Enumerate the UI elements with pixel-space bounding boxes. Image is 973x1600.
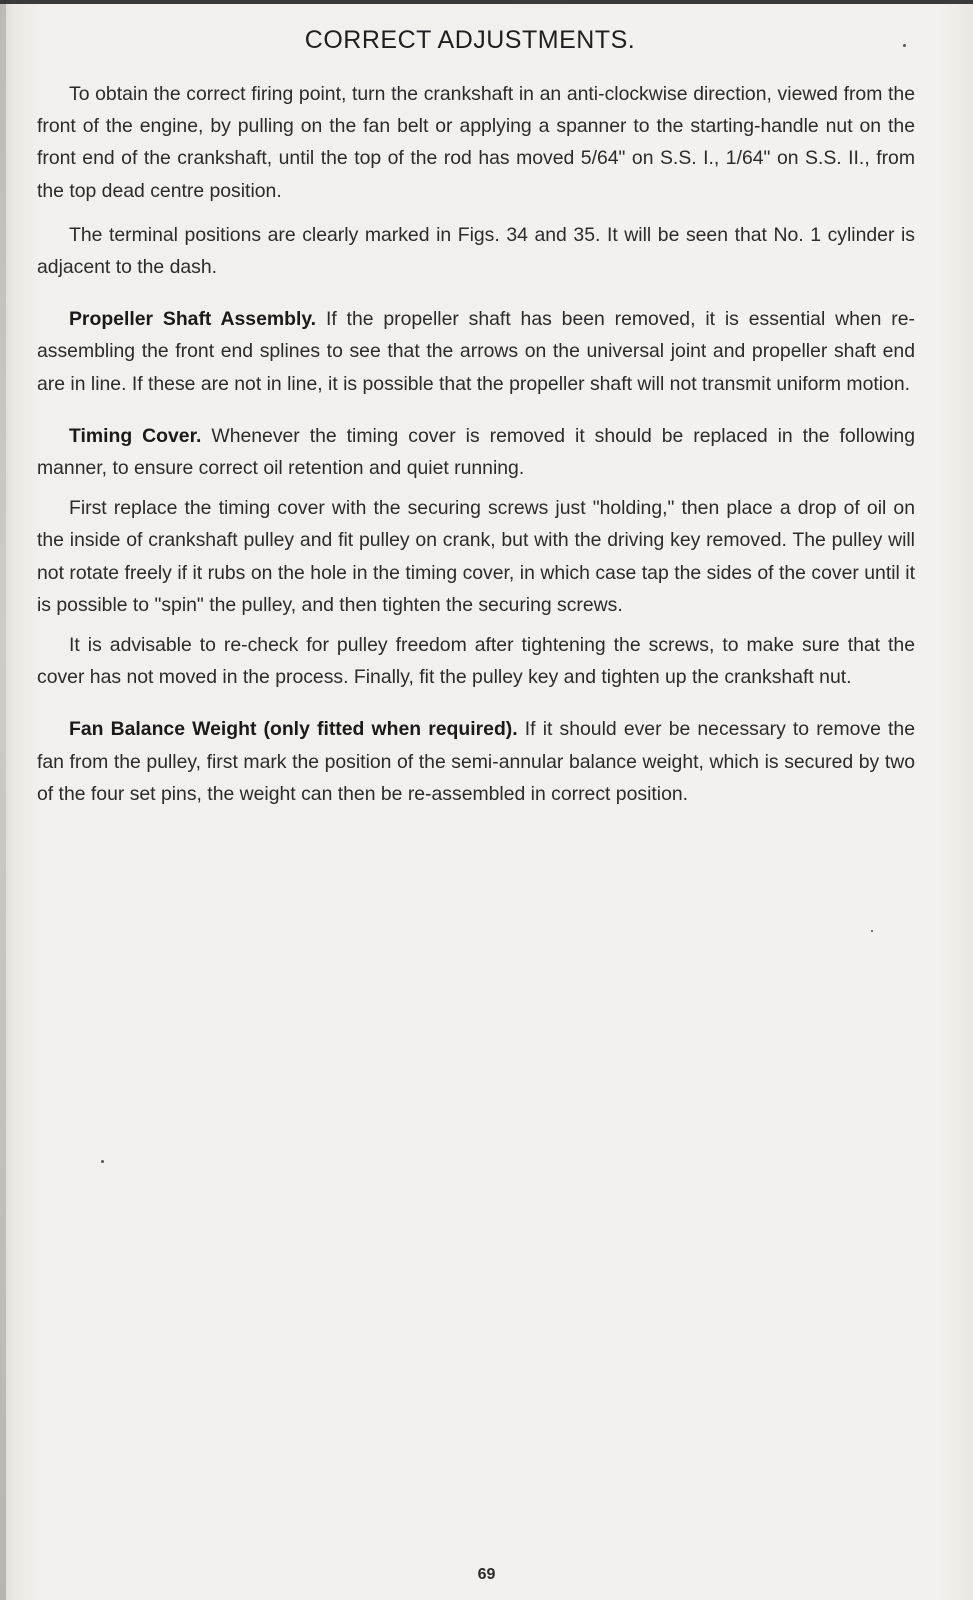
paragraph-timing-cover-steps [37,492,915,621]
paragraph-timing-cover [37,420,915,484]
paragraph-text: It is advisable to re-check for pulley freedom after tightening the screws, to make sure that the cover has not moved in the process. Finally, fit the pulley key and tighten up the crankshaft nut. [37,634,915,689]
paragraph-pulley-check [37,629,915,693]
section-heading: Fan Balance Weight (only fitted when required). [69,718,518,741]
paragraph-text: Whenever the timing cover is removed it should be replaced in the following manner, to ensure correct oil retention and quiet running. [37,424,915,480]
section-heading: Propeller Shaft Assembly. [69,308,317,331]
paragraph-terminal-positions [37,219,915,283]
page-body [37,78,915,810]
paragraph-text: To obtain the correct firing point, turn the crankshaft in an anti-clockwise direction, viewed from the front of the engine, by pulling on the fan belt or applying a spanner to the starting-handle nut on the front end of the crankshaft, until the top of the rod has moved 5/64" on S.S. I., 1/64" on S.S. II., from the top dead centre position. [37,83,915,202]
paragraph-text: If the propeller shaft has been removed, it is essential when re-assembling the front end splines to see that the arrows on the universal joint and propeller shaft end are in line. If these are not in line, it is possible that the propeller shaft will not transmit uniform motion. [37,308,916,395]
print-speck [903,44,906,47]
page-number: 69 [477,1566,496,1583]
paragraph-text: First replace the timing cover with the securing screws just "holding," then place a drop of oil on the inside of crankshaft pulley and fit pulley on crank, but with the driving key removed. The pulley will not rotate freely if it rubs on the hole in the timing cover, in which case tap the sides of the cover until it is possible to "spin" the pulley, and then tighten the securing screws. [37,497,915,616]
page-binding-edge [0,0,6,1600]
section-heading: Timing Cover. [69,424,202,447]
page-title: CORRECT ADJUSTMENTS. [304,26,636,54]
print-speck [101,1160,104,1163]
top-rule [0,0,973,4]
paragraph-text: The terminal positions are clearly marked in Figs. 34 and 35. It will be seen that No. 1 cylinder is adjacent to the dash. [37,223,915,279]
paragraph-propeller-shaft [37,303,915,400]
paragraph-firing-point [37,78,915,207]
print-speck [871,930,873,932]
paragraph-text: If it should ever be necessary to remove the fan from the pulley, first mark the position of the semi-annular balance weight, which is secured by two of the four set pins, the weight can then be re-assembled in correct position. [37,718,915,805]
paragraph-fan-balance-weight [37,713,915,810]
